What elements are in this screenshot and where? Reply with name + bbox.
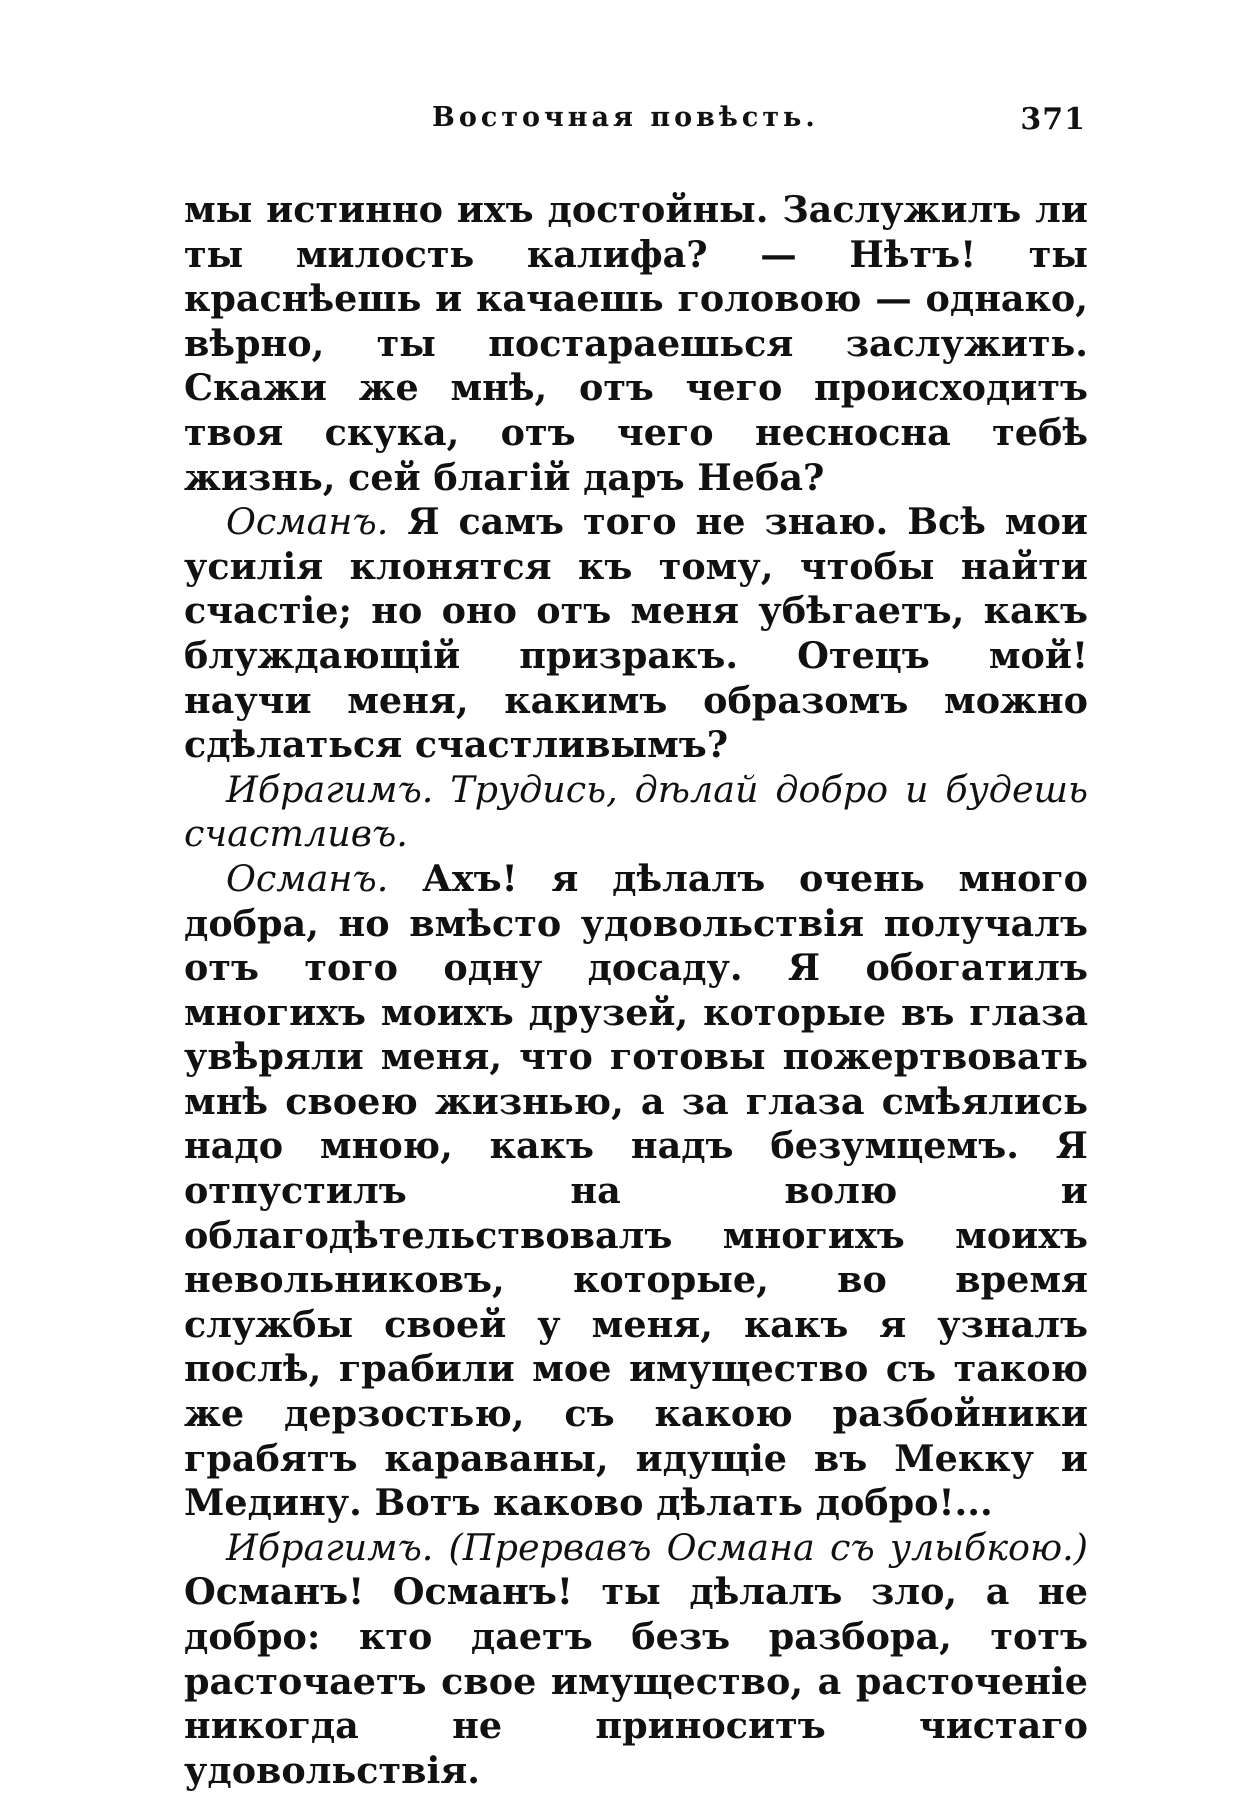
dialogue-ibragim-1 (184, 768, 1088, 857)
speaker-name: Ибрагимъ. (226, 767, 434, 811)
dialogue-ibragim-2 (184, 1526, 1088, 1793)
paragraph-text: Трудись, дѣлай добро и будешь счастливъ. (184, 767, 1088, 856)
body-text (184, 188, 1088, 1793)
paragraph-continuation (184, 188, 1088, 500)
stage-direction: (Прервавъ Османа съ улыбкою.) (433, 1525, 1088, 1569)
running-head (186, 102, 1086, 146)
paragraph-text: Османъ! Османъ! ты дѣлалъ зло, а не добро: кто даетъ безъ разбора, тотъ расточаетъ свое имущество, а расточеніе никогда не приноситъ чистаго удовольствія. (184, 1570, 1088, 1792)
dialogue-osman-2 (184, 857, 1088, 1526)
paragraph-text: Ахъ! я дѣлалъ очень много добра, но вмѣсто удовольствія получалъ отъ того одну досаду. Я обогатилъ многихъ моихъ друзей, которые въ глаза увѣряли меня, что готовы пожертвовать мнѣ своею жизнью, а за глаза смѣялись надо мною, какъ надъ безумцемъ. Я отпустилъ на волю и облагодѣтельствовалъ многихъ моихъ невольниковъ, которые, во время службы своей у меня, какъ я узналъ послѣ, грабили мое имущество съ такою же дерзостью, съ какою разбойники грабятъ караваны, идущіе въ Мекку и Медину. Вотъ каково дѣлать добро!... (184, 856, 1088, 1525)
page-number: 371 (1020, 102, 1086, 137)
speaker-name: Османъ. (226, 856, 389, 900)
paragraph-text: Я самъ того не знаю. Всѣ мои усилія клонятся къ тому, чтобы найти счастіе; но оно отъ меня убѣгаетъ, какъ блуждающій призракъ. Отецъ мой! научи меня, какимъ образомъ можно сдѣлаться счастливымъ? (184, 500, 1088, 767)
paragraph-text: мы истинно ихъ достойны. Заслужилъ ли ты милость калифа? — Нѣтъ! ты краснѣешь и качаешь головою — однако, вѣрно, ты постараешься заслужить. Скажи же мнѣ, отъ чего происходитъ твоя скука, отъ чего несносна тебѣ жизнь, сей благій даръ Неба? (184, 188, 1088, 499)
running-title: Восточная повѣсть. (432, 102, 819, 133)
dialogue-osman-1 (184, 500, 1088, 768)
speaker-name: Османъ. (226, 500, 389, 544)
speaker-name: Ибрагимъ. (226, 1525, 434, 1569)
